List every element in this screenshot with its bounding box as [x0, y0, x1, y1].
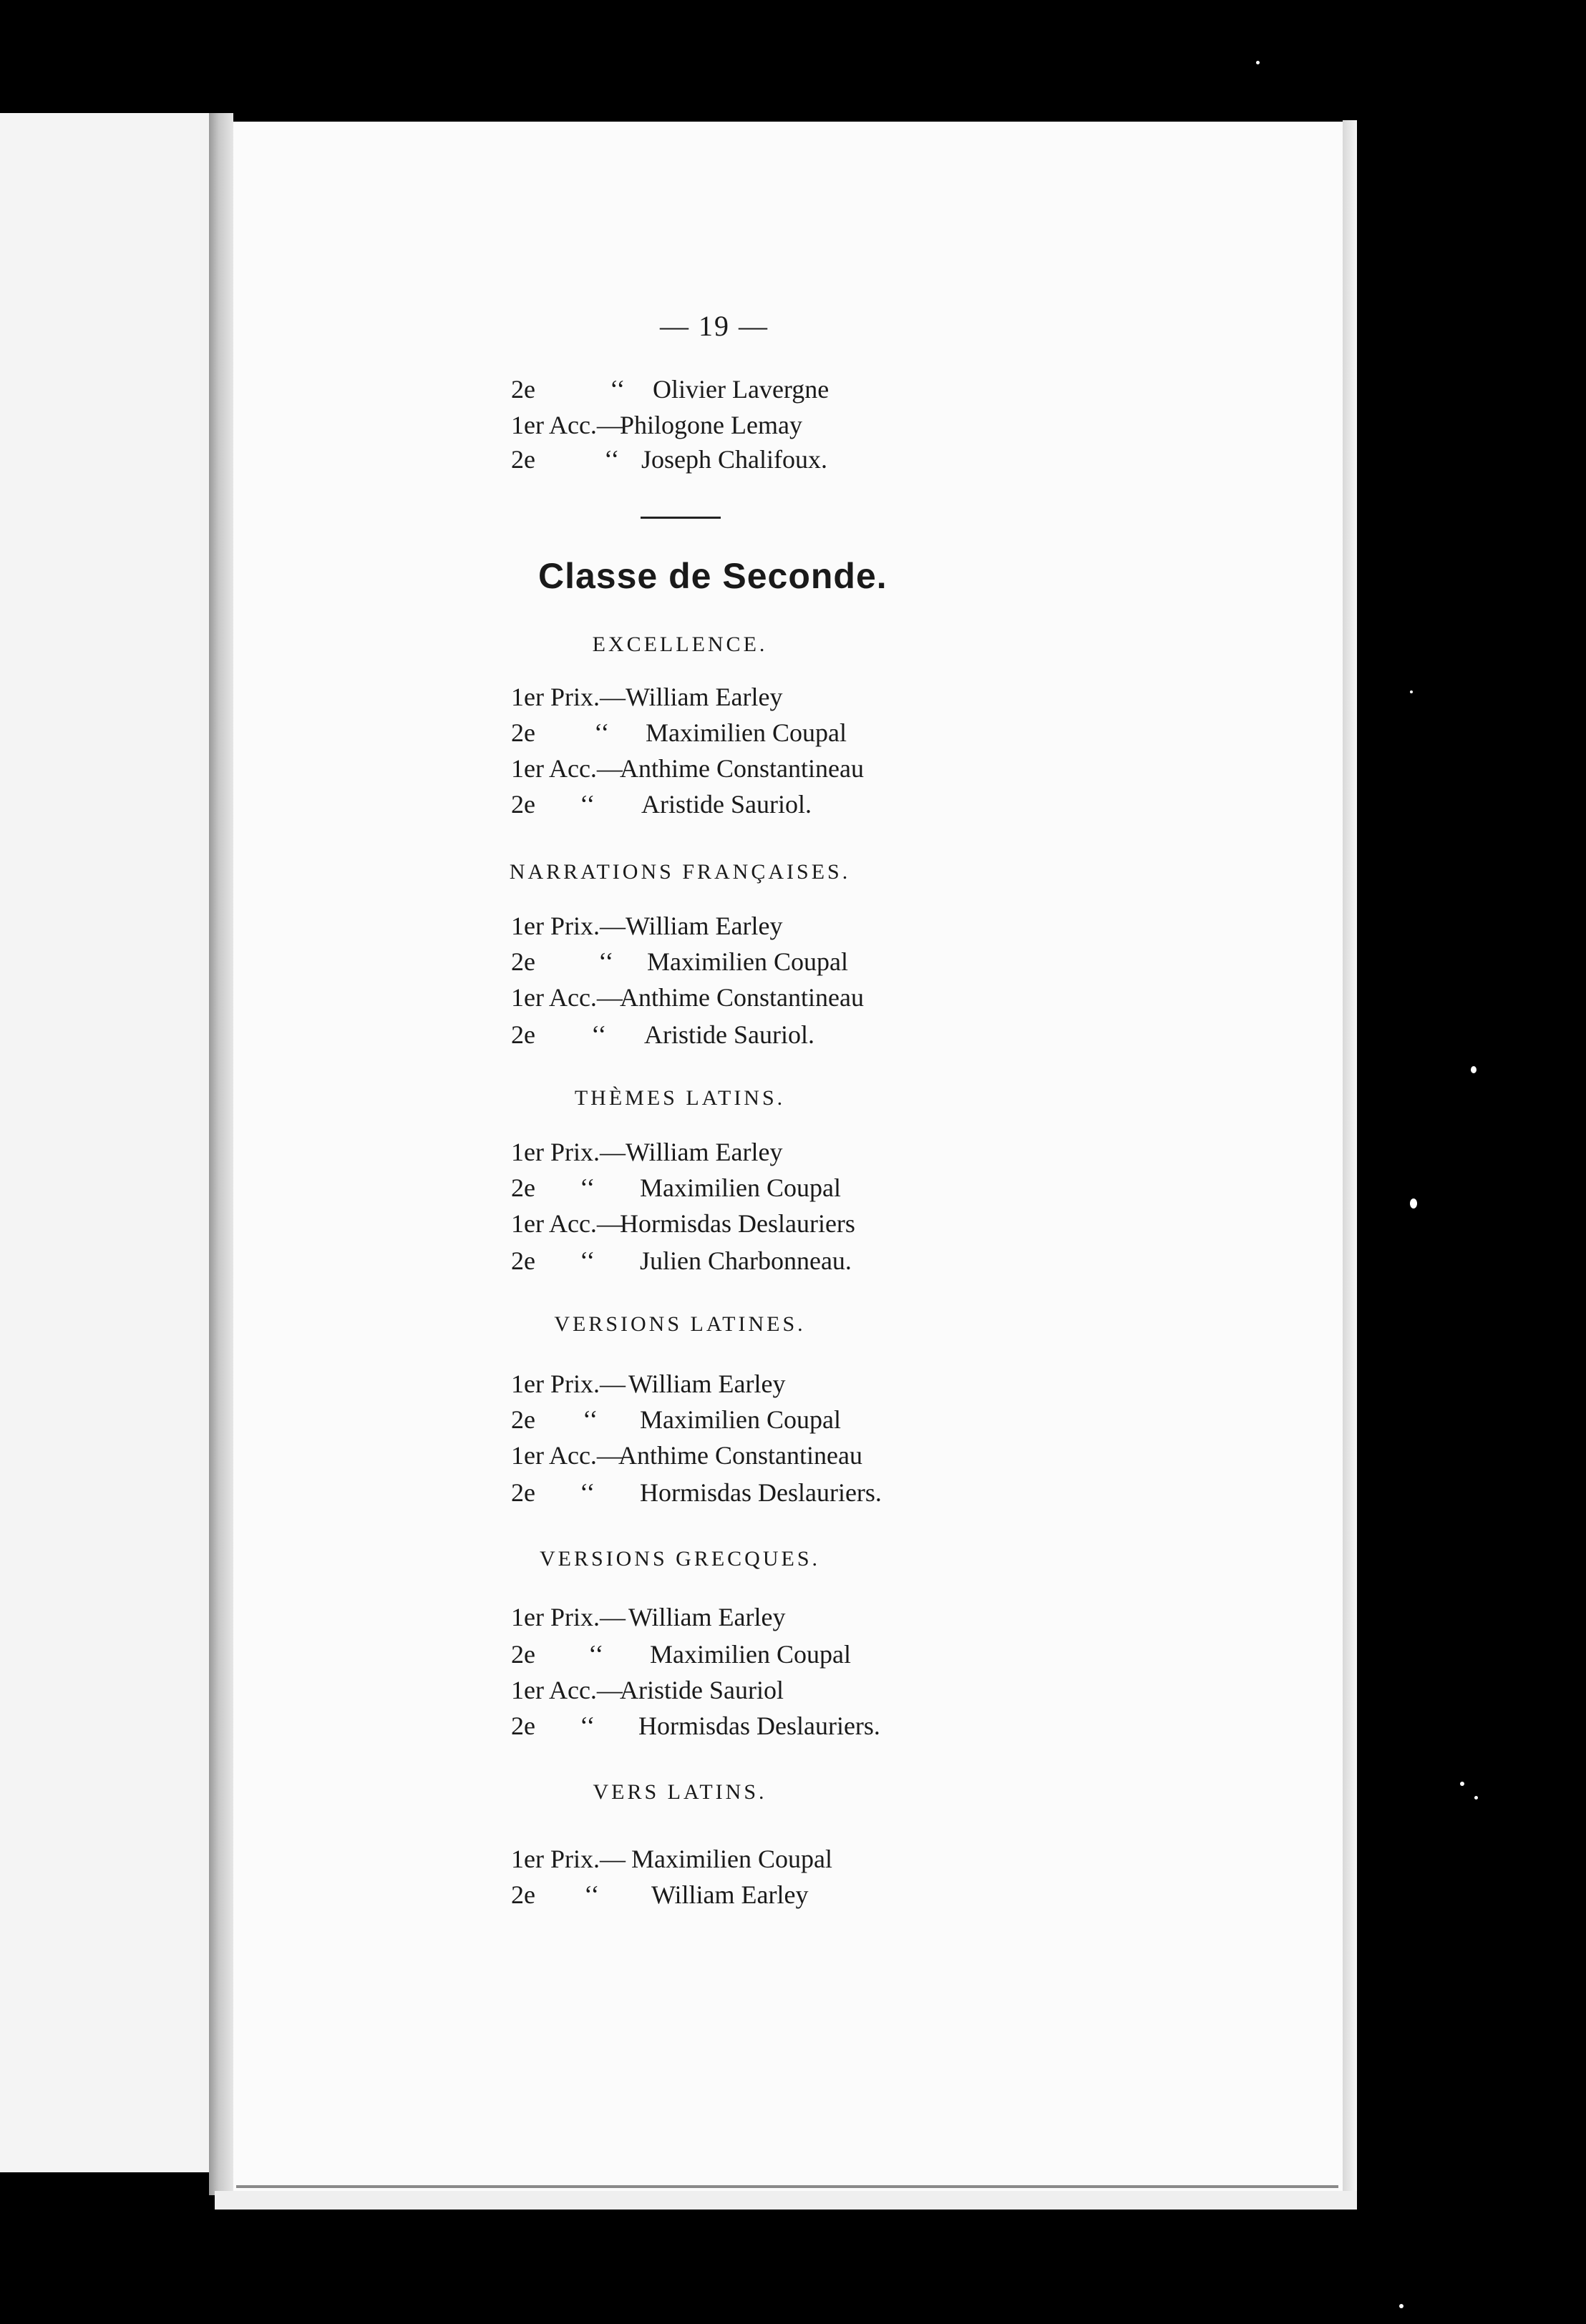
student-name: William Earley	[626, 912, 783, 940]
student-name: Anthime Constantineau	[618, 1441, 862, 1470]
ditto-mark: ‘‘	[580, 1246, 595, 1275]
ditto-mark: ‘‘	[580, 1173, 595, 1202]
student-name: Anthime Constantineau	[620, 754, 864, 783]
section-heading: VERSIONS LATINES.	[554, 1312, 806, 1336]
ditto-mark: ‘‘	[580, 1712, 595, 1740]
rank-label: 1er Prix.—	[511, 683, 626, 711]
ditto-mark: ‘‘	[610, 375, 626, 404]
section-divider	[641, 517, 721, 519]
rank-label: 2e	[511, 1246, 535, 1275]
rank-label: 2e	[511, 947, 535, 976]
rank-label: 1er Acc.—	[511, 1676, 623, 1704]
rank-label: 1er Acc.—	[511, 754, 623, 783]
rank-label: 1er Acc.—	[511, 411, 623, 439]
rank-label: 2e	[511, 1640, 535, 1669]
rank-label: 1er Prix.—	[511, 1603, 626, 1631]
rank-label: 1er Prix.—	[511, 912, 626, 940]
rank-label: 1er Prix.—	[511, 1370, 626, 1398]
ditto-mark: ‘‘	[591, 1020, 607, 1049]
student-name: Olivier Lavergne	[653, 375, 830, 404]
rank-label: 2e	[511, 1880, 535, 1909]
ditto-mark: ‘‘	[588, 1640, 604, 1669]
student-name: Anthime Constantineau	[620, 983, 864, 1012]
ditto-mark: ‘‘	[580, 790, 595, 819]
section-heading: NARRATIONS FRANÇAISES.	[509, 860, 851, 884]
student-name: Joseph Chalifoux.	[641, 445, 827, 474]
ditto-mark: ‘‘	[583, 1405, 598, 1434]
student-name: Hormisdas Deslauriers.	[638, 1712, 880, 1740]
ditto-mark: ‘‘	[604, 445, 620, 474]
rank-label: 2e	[511, 1478, 535, 1507]
rank-label: 2e	[511, 1020, 535, 1049]
student-name: Maximilien Coupal	[647, 947, 848, 976]
section-heading: THÈMES LATINS.	[574, 1086, 786, 1110]
student-name: William Earley	[628, 1603, 786, 1631]
section-heading: VERSIONS GRECQUES.	[539, 1547, 821, 1571]
student-name: Maximilien Coupal	[640, 1173, 841, 1202]
student-name: Aristide Sauriol.	[644, 1020, 814, 1049]
student-name: Julien Charbonneau.	[640, 1246, 852, 1275]
student-name: William Earley	[651, 1880, 809, 1909]
student-name: Maximilien Coupal	[631, 1845, 832, 1873]
section-heading: EXCELLENCE.	[592, 633, 768, 656]
student-name: William Earley	[626, 1138, 783, 1166]
student-name: Hormisdas Deslauriers.	[640, 1478, 882, 1507]
rank-label: 1er Acc.—	[511, 1209, 623, 1238]
student-name: Maximilien Coupal	[640, 1405, 841, 1434]
rank-label: 2e	[511, 445, 535, 474]
student-name: William Earley	[628, 1370, 786, 1398]
rank-label: 2e	[511, 1405, 535, 1434]
rank-label: 1er Prix.—	[511, 1138, 626, 1166]
rank-label: 1er Acc.—	[511, 983, 623, 1012]
rank-label: 1er Prix.—	[511, 1845, 626, 1873]
student-name: Maximilien Coupal	[646, 718, 847, 747]
student-name: Hormisdas Deslauriers	[620, 1209, 855, 1238]
student-name: Aristide Sauriol	[620, 1676, 784, 1704]
ditto-mark: ‘‘	[598, 947, 614, 976]
student-name: Maximilien Coupal	[650, 1640, 851, 1669]
rank-label: 2e	[511, 1712, 535, 1740]
ditto-mark: ‘‘	[584, 1880, 600, 1909]
student-name: William Earley	[626, 683, 783, 711]
class-title: Classe de Seconde.	[538, 556, 887, 596]
ditto-mark: ‘‘	[594, 718, 610, 747]
student-name: Aristide Sauriol.	[641, 790, 812, 819]
rank-label: 2e	[511, 1173, 535, 1202]
rank-label: 2e	[511, 718, 535, 747]
section-heading: VERS LATINS.	[593, 1780, 767, 1804]
student-name: Philogone Lemay	[620, 411, 802, 439]
rank-label: 2e	[511, 790, 535, 819]
ditto-mark: ‘‘	[580, 1478, 595, 1507]
rank-label: 2e	[511, 375, 535, 404]
page-number: — 19 —	[660, 310, 769, 342]
rank-label: 1er Acc.—	[511, 1441, 623, 1470]
